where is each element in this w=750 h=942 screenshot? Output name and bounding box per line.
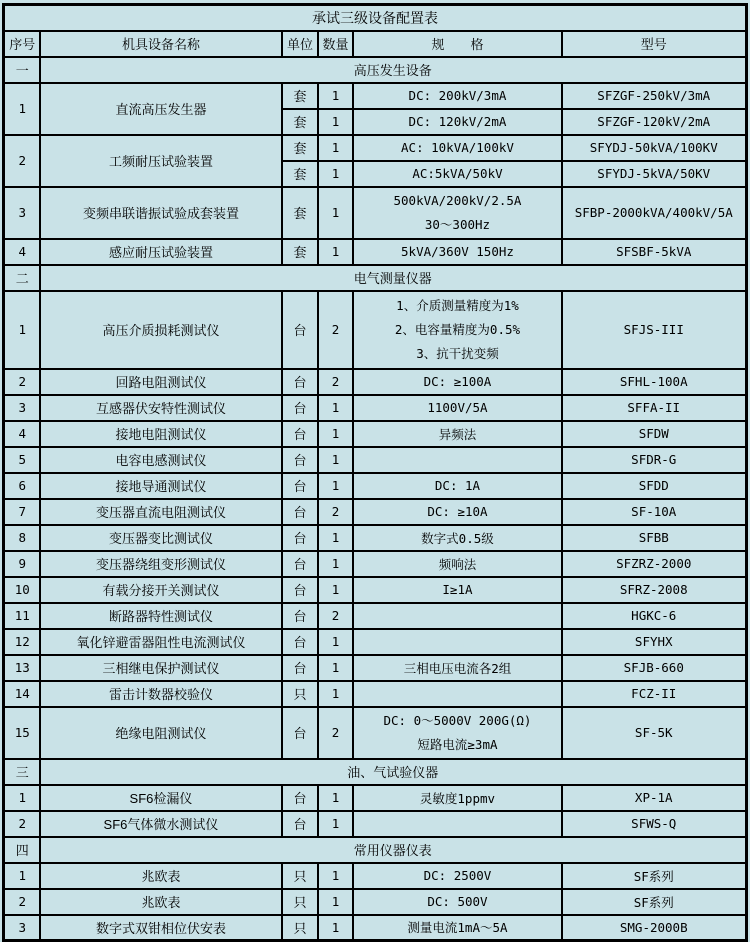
section-title: 高压发生设备 bbox=[40, 57, 746, 83]
table-row bbox=[4, 395, 746, 421]
cell-no: 4 bbox=[4, 239, 40, 265]
cell-no: 15 bbox=[4, 707, 40, 759]
cell-model: HGKC-6 bbox=[562, 603, 746, 629]
table-row bbox=[4, 655, 746, 681]
cell-qty: 1 bbox=[318, 187, 353, 239]
table-row bbox=[4, 915, 746, 941]
cell-qty: 2 bbox=[318, 603, 353, 629]
cell-model: SFYHX bbox=[562, 629, 746, 655]
col-header-qty: 数量 bbox=[318, 31, 353, 57]
section-no: 四 bbox=[4, 837, 40, 863]
section-row bbox=[4, 837, 746, 863]
cell-qty: 1 bbox=[318, 577, 353, 603]
cell-no: 5 bbox=[4, 447, 40, 473]
cell-qty: 1 bbox=[318, 161, 353, 187]
cell-unit: 只 bbox=[282, 681, 318, 707]
table-row bbox=[4, 421, 746, 447]
cell-spec: AC: 10kVA/100kV bbox=[353, 135, 562, 161]
cell-spec: 数字式0.5级 bbox=[353, 525, 562, 551]
cell-qty: 1 bbox=[318, 889, 353, 915]
cell-spec: DC: 120kV/2mA bbox=[353, 109, 562, 135]
table-header-row bbox=[4, 31, 746, 57]
cell-no: 6 bbox=[4, 473, 40, 499]
cell-spec: 三相电压电流各2组 bbox=[353, 655, 562, 681]
cell-unit: 台 bbox=[282, 629, 318, 655]
cell-spec bbox=[353, 629, 562, 655]
cell-qty: 1 bbox=[318, 525, 353, 551]
cell-qty: 1 bbox=[318, 109, 353, 135]
cell-spec bbox=[353, 187, 562, 239]
cell-model: SF系列 bbox=[562, 889, 746, 915]
table-row bbox=[4, 681, 746, 707]
cell-spec bbox=[353, 603, 562, 629]
cell-name: 直流高压发生器 bbox=[40, 83, 282, 135]
cell-spec: DC: 1A bbox=[353, 473, 562, 499]
cell-qty: 2 bbox=[318, 499, 353, 525]
cell-no: 1 bbox=[4, 785, 40, 811]
cell-model: SF-10A bbox=[562, 499, 746, 525]
cell-model: SFBB bbox=[562, 525, 746, 551]
cell-qty: 1 bbox=[318, 473, 353, 499]
cell-spec: DC: 200kV/3mA bbox=[353, 83, 562, 109]
cell-spec bbox=[353, 811, 562, 837]
cell-unit: 台 bbox=[282, 603, 318, 629]
table-title-row bbox=[4, 5, 746, 31]
cell-no: 4 bbox=[4, 421, 40, 447]
cell-unit: 台 bbox=[282, 551, 318, 577]
spec-line: 30～300Hz bbox=[424, 216, 491, 232]
spec-line: 1、介质测量精度为1% bbox=[396, 297, 519, 313]
cell-qty: 1 bbox=[318, 447, 353, 473]
cell-name: 接地导通测试仪 bbox=[40, 473, 282, 499]
cell-name: 电容电感测试仪 bbox=[40, 447, 282, 473]
cell-model: SFHL-100A bbox=[562, 369, 746, 395]
section-title: 电气测量仪器 bbox=[40, 265, 746, 291]
cell-qty: 1 bbox=[318, 655, 353, 681]
cell-unit: 台 bbox=[282, 655, 318, 681]
section-row bbox=[4, 265, 746, 291]
cell-name: 氧化锌避雷器阻性电流测试仪 bbox=[40, 629, 282, 655]
table-row bbox=[4, 889, 746, 915]
cell-spec: DC: ≥10A bbox=[353, 499, 562, 525]
spec-line: 500kVA/200kV/2.5A bbox=[393, 192, 522, 208]
spec-line: 短路电流≥3mA bbox=[417, 736, 498, 752]
cell-name: 高压介质损耗测试仪 bbox=[40, 291, 282, 369]
table-row bbox=[4, 707, 746, 759]
table-row bbox=[4, 811, 746, 837]
cell-unit: 台 bbox=[282, 473, 318, 499]
cell-no: 1 bbox=[4, 291, 40, 369]
section-no: 一 bbox=[4, 57, 40, 83]
cell-name: 互感器伏安特性测试仪 bbox=[40, 395, 282, 421]
cell-model: SFDD bbox=[562, 473, 746, 499]
col-header-spec: 规 格 bbox=[353, 31, 562, 57]
cell-unit: 套 bbox=[282, 187, 318, 239]
cell-unit: 台 bbox=[282, 499, 318, 525]
cell-no: 2 bbox=[4, 369, 40, 395]
cell-no: 11 bbox=[4, 603, 40, 629]
cell-spec: 异频法 bbox=[353, 421, 562, 447]
cell-qty: 1 bbox=[318, 785, 353, 811]
cell-unit: 台 bbox=[282, 395, 318, 421]
cell-name: 接地电阻测试仪 bbox=[40, 421, 282, 447]
cell-qty: 1 bbox=[318, 915, 353, 941]
cell-unit: 套 bbox=[282, 161, 318, 187]
cell-no: 12 bbox=[4, 629, 40, 655]
cell-name: 三相继电保护测试仪 bbox=[40, 655, 282, 681]
cell-spec: 5kVA/360V 150Hz bbox=[353, 239, 562, 265]
cell-qty: 1 bbox=[318, 551, 353, 577]
cell-qty: 1 bbox=[318, 421, 353, 447]
cell-model: SFZRZ-2000 bbox=[562, 551, 746, 577]
spec-line: 3、抗干扰变频 bbox=[416, 345, 499, 361]
section-title: 油、气试验仪器 bbox=[40, 759, 746, 785]
table-row bbox=[4, 629, 746, 655]
spec-line: 2、电容量精度为0.5% bbox=[394, 321, 521, 337]
table-row bbox=[4, 239, 746, 265]
page-title: 承试三级设备配置表 bbox=[4, 5, 746, 31]
col-header-name: 机具设备名称 bbox=[40, 31, 282, 57]
cell-unit: 台 bbox=[282, 525, 318, 551]
cell-unit: 台 bbox=[282, 577, 318, 603]
table-row bbox=[4, 83, 746, 109]
cell-no: 2 bbox=[4, 889, 40, 915]
cell-qty: 2 bbox=[318, 369, 353, 395]
cell-spec: 灵敏度1ppmv bbox=[353, 785, 562, 811]
cell-spec bbox=[353, 447, 562, 473]
cell-unit: 只 bbox=[282, 889, 318, 915]
cell-unit: 台 bbox=[282, 707, 318, 759]
cell-unit: 只 bbox=[282, 915, 318, 941]
cell-name: 变压器绕组变形测试仪 bbox=[40, 551, 282, 577]
table-row bbox=[4, 577, 746, 603]
cell-spec: AC:5kVA/50kV bbox=[353, 161, 562, 187]
col-header-no: 序号 bbox=[4, 31, 40, 57]
cell-model: SFBP-2000kVA/400kV/5A bbox=[562, 187, 746, 239]
cell-name: SF6检漏仪 bbox=[40, 785, 282, 811]
cell-name: 断路器特性测试仪 bbox=[40, 603, 282, 629]
cell-unit: 台 bbox=[282, 421, 318, 447]
cell-name: 兆欧表 bbox=[40, 889, 282, 915]
cell-no: 1 bbox=[4, 863, 40, 889]
cell-spec: DC: ≥100A bbox=[353, 369, 562, 395]
section-row bbox=[4, 57, 746, 83]
equipment-table bbox=[2, 3, 747, 942]
cell-model: SFSBF-5kVA bbox=[562, 239, 746, 265]
cell-spec bbox=[353, 291, 562, 369]
cell-name: 变压器直流电阻测试仪 bbox=[40, 499, 282, 525]
cell-name: 工频耐压试验装置 bbox=[40, 135, 282, 187]
col-header-model: 型号 bbox=[562, 31, 746, 57]
cell-no: 9 bbox=[4, 551, 40, 577]
cell-unit: 套 bbox=[282, 239, 318, 265]
cell-unit: 只 bbox=[282, 863, 318, 889]
table-row bbox=[4, 525, 746, 551]
section-no: 二 bbox=[4, 265, 40, 291]
table-row bbox=[4, 863, 746, 889]
table-row bbox=[4, 499, 746, 525]
table-row bbox=[4, 603, 746, 629]
cell-name: 兆欧表 bbox=[40, 863, 282, 889]
cell-no: 2 bbox=[4, 135, 40, 187]
table-row bbox=[4, 369, 746, 395]
cell-name: SF6气体微水测试仪 bbox=[40, 811, 282, 837]
cell-qty: 1 bbox=[318, 681, 353, 707]
cell-no: 1 bbox=[4, 83, 40, 135]
table-row bbox=[4, 187, 746, 239]
table-row bbox=[4, 473, 746, 499]
cell-model: SFWS-Q bbox=[562, 811, 746, 837]
cell-model: SF-5K bbox=[562, 707, 746, 759]
cell-no: 3 bbox=[4, 395, 40, 421]
cell-model: SF系列 bbox=[562, 863, 746, 889]
cell-qty: 2 bbox=[318, 707, 353, 759]
table-row bbox=[4, 291, 746, 369]
table-row bbox=[4, 447, 746, 473]
section-row bbox=[4, 759, 746, 785]
cell-model: SMG-2000B bbox=[562, 915, 746, 941]
cell-spec: DC: 2500V bbox=[353, 863, 562, 889]
table-row bbox=[4, 135, 746, 161]
cell-model: SFRZ-2008 bbox=[562, 577, 746, 603]
cell-model: SFJB-660 bbox=[562, 655, 746, 681]
cell-name: 数字式双钳相位伏安表 bbox=[40, 915, 282, 941]
cell-qty: 1 bbox=[318, 83, 353, 109]
cell-spec: I≥1A bbox=[353, 577, 562, 603]
cell-name: 感应耐压试验装置 bbox=[40, 239, 282, 265]
cell-unit: 台 bbox=[282, 369, 318, 395]
cell-qty: 1 bbox=[318, 811, 353, 837]
cell-unit: 套 bbox=[282, 135, 318, 161]
cell-spec: 测量电流1mA～5A bbox=[353, 915, 562, 941]
cell-qty: 1 bbox=[318, 863, 353, 889]
cell-qty: 1 bbox=[318, 239, 353, 265]
cell-model: SFFA-II bbox=[562, 395, 746, 421]
cell-qty: 1 bbox=[318, 629, 353, 655]
cell-model: SFZGF-250kV/3mA bbox=[562, 83, 746, 109]
cell-name: 绝缘电阻测试仪 bbox=[40, 707, 282, 759]
cell-no: 10 bbox=[4, 577, 40, 603]
cell-no: 2 bbox=[4, 811, 40, 837]
section-no: 三 bbox=[4, 759, 40, 785]
cell-unit: 套 bbox=[282, 83, 318, 109]
cell-spec bbox=[353, 707, 562, 759]
cell-model: SFYDJ-5kVA/50KV bbox=[562, 161, 746, 187]
cell-unit: 台 bbox=[282, 811, 318, 837]
cell-name: 变频串联谐振试验成套装置 bbox=[40, 187, 282, 239]
table-row bbox=[4, 785, 746, 811]
cell-spec: 1100V/5A bbox=[353, 395, 562, 421]
cell-unit: 台 bbox=[282, 447, 318, 473]
cell-model: FCZ-II bbox=[562, 681, 746, 707]
cell-qty: 1 bbox=[318, 395, 353, 421]
cell-no: 3 bbox=[4, 187, 40, 239]
cell-no: 3 bbox=[4, 915, 40, 941]
cell-qty: 2 bbox=[318, 291, 353, 369]
cell-name: 回路电阻测试仪 bbox=[40, 369, 282, 395]
cell-name: 变压器变比测试仪 bbox=[40, 525, 282, 551]
cell-no: 7 bbox=[4, 499, 40, 525]
col-header-unit: 单位 bbox=[282, 31, 318, 57]
cell-qty: 1 bbox=[318, 135, 353, 161]
cell-model: SFDR-G bbox=[562, 447, 746, 473]
cell-no: 14 bbox=[4, 681, 40, 707]
section-title: 常用仪器仪表 bbox=[40, 837, 746, 863]
cell-model: SFDW bbox=[562, 421, 746, 447]
cell-name: 雷击计数器校验仪 bbox=[40, 681, 282, 707]
cell-model: SFZGF-120kV/2mA bbox=[562, 109, 746, 135]
cell-model: SFJS-III bbox=[562, 291, 746, 369]
cell-unit: 台 bbox=[282, 785, 318, 811]
cell-unit: 套 bbox=[282, 109, 318, 135]
cell-no: 8 bbox=[4, 525, 40, 551]
cell-model: SFYDJ-50kVA/100KV bbox=[562, 135, 746, 161]
cell-unit: 台 bbox=[282, 291, 318, 369]
table-row bbox=[4, 551, 746, 577]
cell-spec: 频响法 bbox=[353, 551, 562, 577]
cell-name: 有载分接开关测试仪 bbox=[40, 577, 282, 603]
cell-spec: DC: 500V bbox=[353, 889, 562, 915]
cell-model: XP-1A bbox=[562, 785, 746, 811]
cell-spec bbox=[353, 681, 562, 707]
spec-line: DC: 0～5000V 200G(Ω) bbox=[383, 712, 532, 728]
cell-no: 13 bbox=[4, 655, 40, 681]
